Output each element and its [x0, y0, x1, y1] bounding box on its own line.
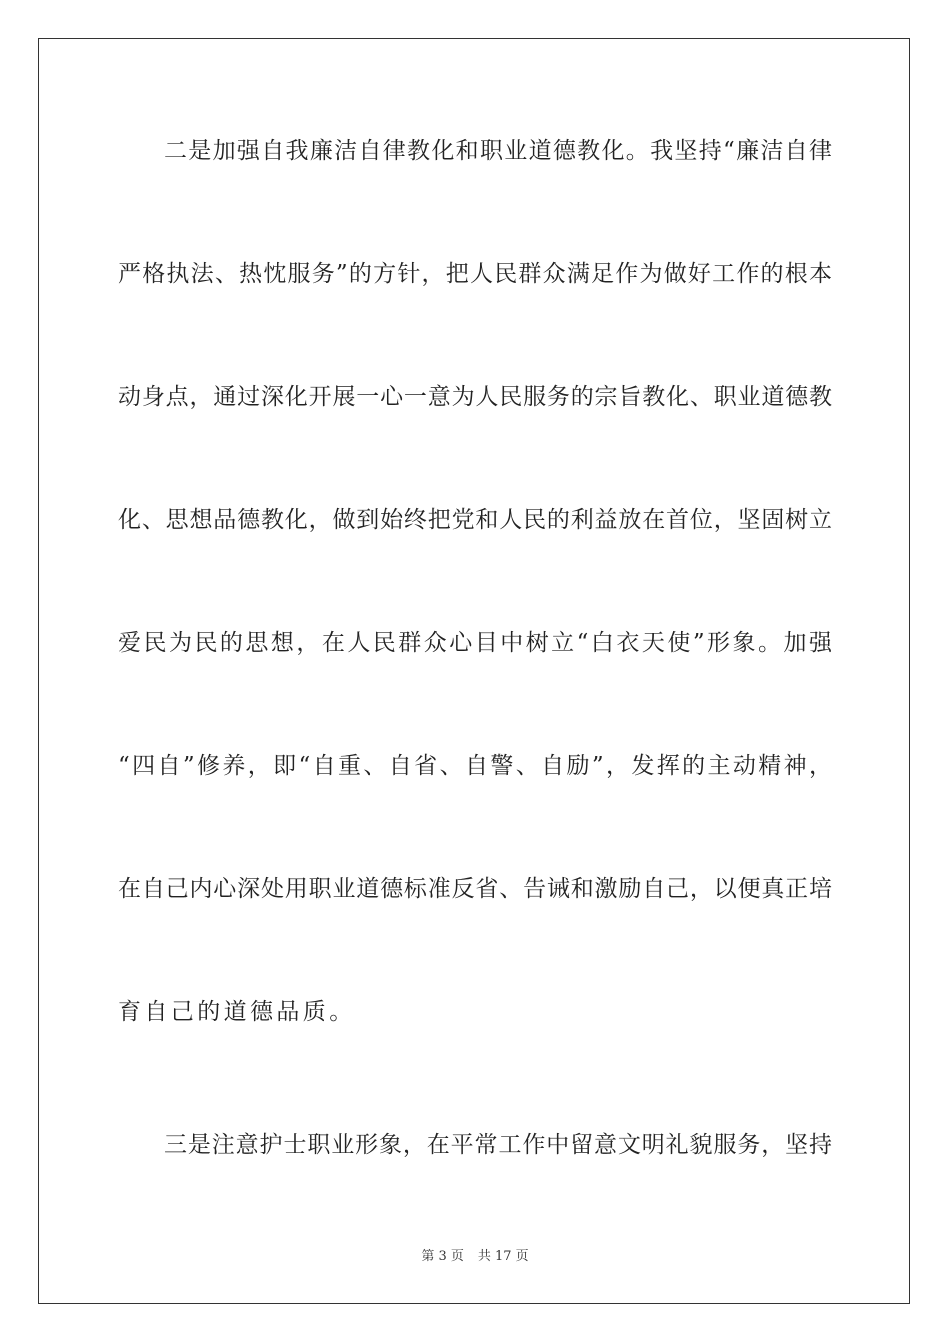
paragraph-line-8: 育自己的道德品质。 — [118, 999, 356, 1025]
paragraph-line-7: 在自己内心深处用职业道德标准反省、告诫和激励自己，以便真正培 — [118, 876, 832, 902]
paragraph-line-4: 化、思想品德教化，做到始终把党和人民的利益放在首位，坚固树立 — [118, 507, 832, 533]
paragraph-line-2: 严格执法、热忱服务”的方针，把人民群众满足作为做好工作的根本 — [118, 261, 832, 287]
paragraph-line-9: 三是注意护士职业形象，在平常工作中留意文明礼貌服务，坚持 — [164, 1132, 832, 1158]
paragraph-line-5: 爱民为民的思想，在人民群众心目中树立“白衣天使”形象。加强 — [118, 630, 832, 656]
paragraph-line-6: “四自”修养，即“自重、自省、自警、自励”，发挥的主动精神， — [118, 753, 832, 779]
paragraph-line-1: 二是加强自我廉洁自律教化和职业道德教化。我坚持“廉洁自律 — [164, 138, 832, 164]
page-number: 第 3 页 — [421, 1249, 464, 1264]
paragraph-line-3: 动身点，通过深化开展一心一意为人民服务的宗旨教化、职业道德教 — [118, 384, 832, 410]
page-total: 共 17 页 — [477, 1249, 529, 1264]
page-footer — [0, 1249, 950, 1265]
page-border — [38, 38, 910, 1304]
